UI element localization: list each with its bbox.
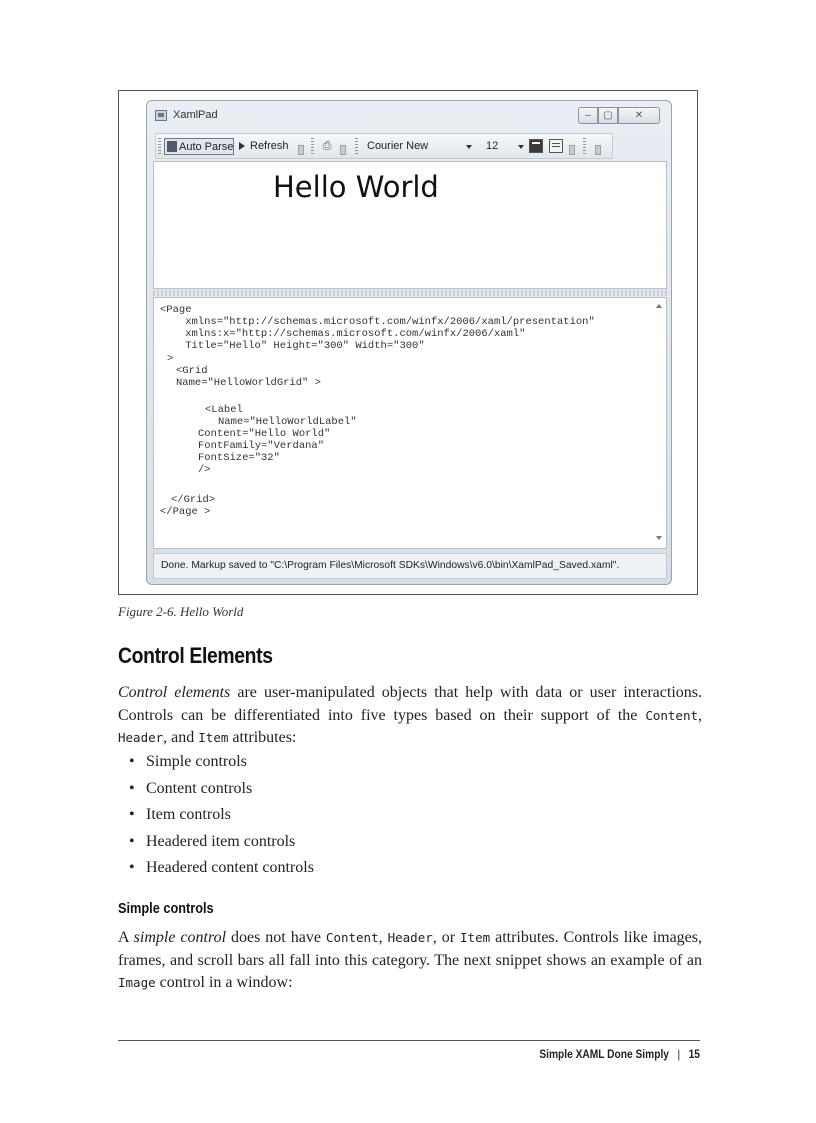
xamlpad-window (146, 100, 672, 585)
toolbar-overflow-button[interactable] (340, 145, 346, 155)
term-emphasis: Control elements (118, 684, 231, 701)
code-line: Name="HelloWorldGrid" > (176, 377, 321, 389)
paragraph-text: does not have (226, 929, 326, 946)
title-bar[interactable] (147, 101, 671, 131)
paragraph-text: , (698, 706, 702, 724)
code-term: Content (325, 930, 379, 945)
toolbar (155, 133, 613, 159)
paragraph-text: attributes. Controls like images, frames, and scroll bars all fall into this category. The next snippet shows an example of an (118, 929, 703, 969)
window-layout-icon[interactable] (529, 139, 543, 153)
scroll-up-icon[interactable] (656, 304, 662, 308)
code-line: <Grid (176, 365, 208, 377)
code-line: </Page > (160, 506, 211, 518)
code-line: <Label (205, 404, 243, 416)
intro-paragraph (118, 682, 702, 750)
page-number: 15 (688, 1047, 700, 1061)
preview-label: Hello World (273, 170, 439, 204)
page-footer (539, 1047, 700, 1061)
list-item: • Item controls (128, 802, 314, 829)
code-term: Content (645, 707, 698, 723)
paragraph-text: control in a window: (155, 974, 293, 991)
pane-splitter[interactable] (153, 290, 667, 296)
minimize-button[interactable]: – (578, 107, 598, 124)
code-line: FontSize="32" (198, 452, 280, 464)
auto-parse-toggle[interactable] (164, 138, 234, 155)
status-bar (153, 553, 667, 579)
app-icon (155, 110, 167, 121)
chevron-down-icon[interactable] (466, 145, 472, 149)
footer-separator: | (677, 1047, 681, 1061)
code-line: Name="HelloWorldLabel" (218, 416, 357, 428)
code-line: Title="Hello" Height="300" Width="300" (160, 340, 425, 352)
simple-controls-paragraph (118, 927, 702, 995)
code-term: Item (460, 930, 491, 945)
code-editor[interactable] (153, 297, 667, 549)
play-icon (239, 142, 245, 150)
code-line: Content="Hello World" (198, 428, 331, 440)
code-line: > (167, 353, 174, 365)
term-emphasis: simple control (133, 929, 227, 946)
checkbox-icon (167, 141, 177, 152)
list-item: • Headered content controls (128, 855, 314, 882)
toolbar-overflow-button[interactable] (569, 145, 575, 155)
font-size-select[interactable]: 12 (486, 140, 499, 152)
close-button[interactable]: ✕ (618, 107, 660, 124)
code-line: </Grid> (171, 494, 216, 506)
refresh-button[interactable] (239, 138, 289, 155)
code-line: /> (198, 464, 211, 476)
document-icon[interactable] (549, 139, 563, 153)
code-line: xmlns="http://schemas.microsoft.com/winfx/2006/xaml/presentation" (160, 316, 595, 328)
toolbar-grip[interactable] (583, 138, 586, 154)
chevron-down-icon[interactable] (518, 145, 524, 149)
figure-caption: Figure 2-6. Hello World (118, 604, 244, 619)
code-line: xmlns:x="http://schemas.microsoft.com/winfx/2006/xaml" (160, 328, 526, 340)
code-term: Header (118, 730, 164, 745)
toolbar-overflow-button[interactable] (298, 145, 304, 155)
section-heading: Control Elements (118, 643, 273, 668)
auto-parse-label: Auto Parse (179, 141, 234, 153)
window-title: XamlPad (173, 109, 218, 121)
control-types-list (128, 749, 314, 882)
paragraph-text: are user-manipulated objects that help with data or user interactions. Controls can be differentiated into five types based on their support of the (118, 684, 703, 724)
footer-rule (118, 1040, 700, 1041)
maximize-button[interactable]: ▢ (598, 107, 618, 124)
status-text: Done. Markup saved to "C:\Program Files\Microsoft SDKs\Windows\v6.0\bin\XamlPad_Saved.xaml". (161, 560, 620, 571)
subsection-heading: Simple controls (118, 900, 214, 917)
font-family-select[interactable]: Courier New (367, 140, 429, 152)
refresh-label: Refresh (250, 140, 289, 152)
running-title: Simple XAML Done Simply (539, 1047, 669, 1061)
list-item: • Headered item controls (128, 829, 314, 856)
toolbar-grip[interactable] (355, 138, 358, 154)
code-line: FontFamily="Verdana" (198, 440, 325, 452)
toolbar-grip[interactable] (158, 138, 161, 154)
scroll-down-icon[interactable] (656, 536, 662, 540)
paragraph-text: A (118, 929, 134, 946)
code-line: <Page (160, 304, 192, 316)
code-term: Image (118, 975, 156, 990)
paragraph-text: , and (163, 729, 199, 746)
list-item: • Content controls (128, 776, 314, 803)
print-icon[interactable]: ⎙ (322, 140, 332, 152)
preview-pane (153, 161, 667, 289)
code-term: Header (387, 930, 433, 945)
paragraph-text: , (378, 929, 388, 946)
toolbar-overflow-button[interactable] (595, 145, 601, 155)
paragraph-text: attributes: (228, 729, 297, 746)
paragraph-text: , or (432, 929, 461, 946)
code-term: Item (198, 730, 229, 745)
toolbar-grip[interactable] (311, 138, 314, 154)
list-item: • Simple controls (128, 749, 314, 776)
